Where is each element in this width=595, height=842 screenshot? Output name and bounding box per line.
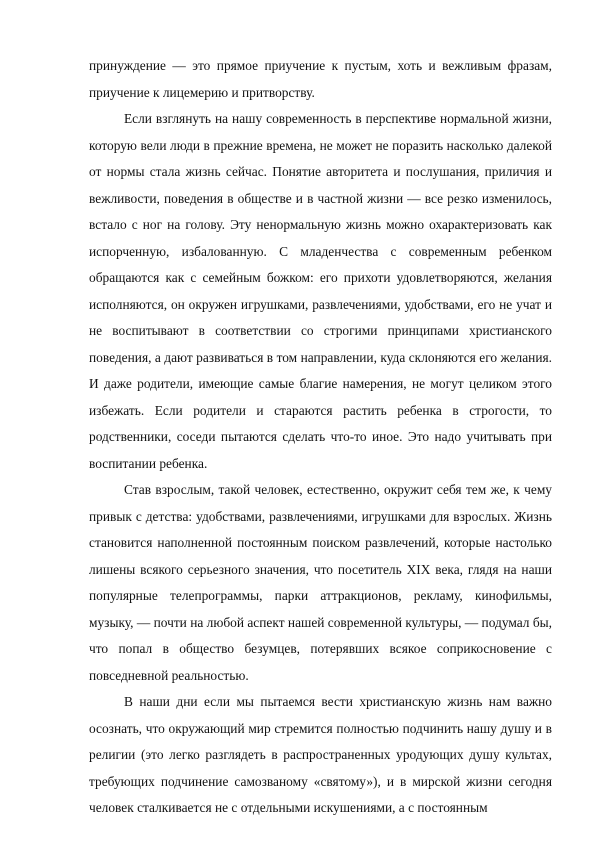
body-text — [89, 53, 552, 822]
paragraph-4: В наши дни если мы пытаемся вести христианскую жизнь нам важно осознать, что окружающий мир стремится полностью подчинить нашу душу и в религии (это легко разглядеть в распространенных уродующих душу культах, требующих подчинение самозваному «святому»), и в мирской жизни сегодня человек сталкивается не с отдельными искушениями, а с постоянным — [89, 694, 552, 815]
paragraph-2: Если взглянуть на нашу современность в перспективе нормальной жизни, которую вели люди в прежние времена, не может не поразить насколько далекой от нормы стала жизнь сейчас. Понятие авторитета и послушания, приличия и вежливости, поведения в обществе и в частной жизни — все резко изменилось, встало с ног на голову. Эту ненормальную жизнь можно охарактеризовать как испорченную, избалованную. С младенчества с современным ребенком обращаются как с семейным божком: его прихоти удовлетворяются, желания исполняются, он окружен игрушками, развлечениями, удобствами, его не учат и не воспитывают в соответствии со строгими принципами христианского поведения, а дают развиваться в том направлении, куда склоняются его желания. И даже родители, имеющие самые благие намерения, не могут целиком этого избежать. Если родители и стараются растить ребенка в строгости, то родственники, соседи пытаются сделать что-то иное. Это надо учитывать при воспитании ребенка. — [89, 111, 552, 471]
paragraph-3: Став взрослым, такой человек, естественно, окружит себя тем же, к чему привык с детства: удобствами, развлечениями, игрушками для взрослых. Жизнь становится наполненной постоянным поиском развлечений, которые настолько лишены всякого серьезного значения, что посетитель XIX века, глядя на наши популярные телепрограммы, парки аттракционов, рекламу, кинофильмы, музыку, — почти на любой аспект нашей современной культуры, — подумал бы, что попал в общество безумцев, потерявших всякое соприкосновение с повседневной реальностью. — [89, 482, 552, 683]
paragraph-1: принуждение — это прямое приучение к пустым, хоть и вежливым фразам, приучение к лицемерию и притворству. — [89, 58, 552, 100]
